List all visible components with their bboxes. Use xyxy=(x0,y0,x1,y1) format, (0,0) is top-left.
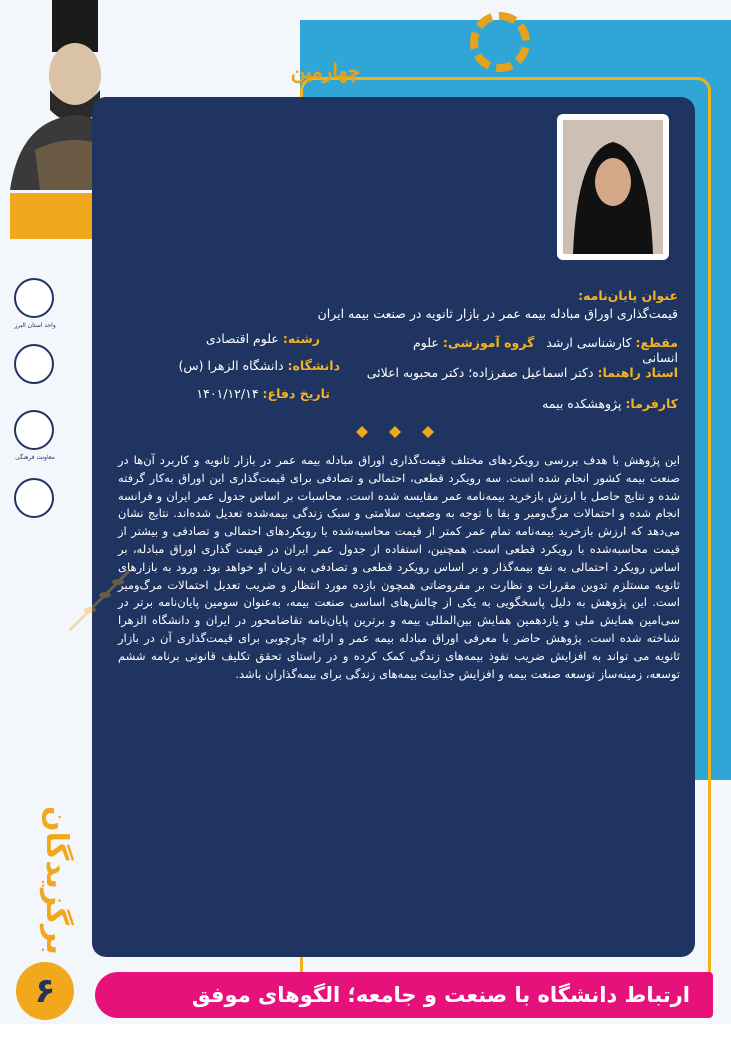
jahad-logo xyxy=(14,278,54,318)
university-value: دانشگاه الزهرا (س) xyxy=(178,358,284,373)
vertical-label: برگزیدگان xyxy=(39,805,74,955)
footer-banner-text: ارتباط دانشگاه با صنعت و جامعه؛ الگوهای موفق دانشجویی xyxy=(191,983,690,1053)
jahad-logo-2 xyxy=(14,410,54,450)
advisors-row xyxy=(340,365,678,380)
thesis-title-row xyxy=(200,288,678,303)
page-number: ۶ xyxy=(16,962,74,1020)
employer-value: پژوهشکده بیمه xyxy=(542,396,622,411)
university-seal-icon xyxy=(14,344,54,384)
defense-value: ۱۴۰۱/۱۲/۱۴ xyxy=(196,386,259,401)
thesis-title-value: قیمت‌گذاری اوراق مبادله بیمه عمر در بازار ثانویه در صنعت بیمه ایران xyxy=(317,306,678,321)
field-label: رشته: xyxy=(282,331,320,346)
defense-row xyxy=(180,386,330,401)
defense-label: تاریخ دفاع: xyxy=(262,386,330,401)
advisors-label: استاد راهنما: xyxy=(597,365,678,380)
group-label: گروه آموزشی: xyxy=(442,335,535,350)
level-value: کارشناسی ارشد xyxy=(546,335,632,350)
group-value: علوم انسانی xyxy=(413,335,678,365)
university-label: دانشگاه: xyxy=(287,358,340,373)
advisors-value: دکتر اسماعیل صفرزاده؛ دکتر محبوبه اعلائی xyxy=(366,365,594,380)
gear-icon xyxy=(470,12,530,72)
wheat-emblem-icon xyxy=(14,478,54,518)
level-label: مقطع: xyxy=(635,335,678,350)
logo1-caption: واحد استان البرز xyxy=(14,322,56,329)
thesis-title-label: عنوان پایان‌نامه: xyxy=(578,288,678,303)
level-group-row xyxy=(390,335,678,365)
edition-label: چهارمین xyxy=(290,59,360,83)
employer-label: کارفرما: xyxy=(625,396,678,411)
logo3-caption: معاونت فرهنگی xyxy=(15,454,55,461)
abstract-text: این پژوهش با هدف بررسی رویکردهای مختلف قیمت‌گذاری اوراق مبادله بیمه عمر در بازار ثانویه و کاربرد آن‌ها در صنعت بیمه کشور انجام شده است. سه رویکرد قطعی، احتمالی و تصادفی برای قیمت‌گذاری این اوراق به‌کار گرفته شده و نتایج حاصل با ارزش بازخرید بیمه‌نامه عمر مقایسه شده است. محاسبات بر اساس جدول عمر ایران و فرانسه انجام شده و احتمالات مرگ‌ومیر و بقا با توجه به وضعیت سلامتی و سبک زندگی بیمه‌شده تعدیل شده‌اند. نتایج نشان می‌دهد که ارزش بازخرید بیمه‌نامه تمام عمر کمتر از قیمت محاسبه‌شده با رویکردهای احتمالی و تصادفی و بیشتر از قیمت محاسبه‌شده با رویکرد قطعی است. همچنین، استفاده از جدول عمر ایران در قیمت گذاری اوراق مبادله، بر اساس رویکرد احتمالی به نفع بیمه‌گذار و بر اساس رویکرد قطعی و تصادفی به زیان او خواهد بود. ورود به بازارهای ثانویه مستلزم تدوین مقررات و نظارت بر مفروضاتی همچون بازده مورد انتظار و ضریب تعدیل احتمالات مرگ‌ومیر است. این پژوهش به دلیل پاسخگویی به یکی از چالش‌های اساسی صنعت بیمه، به‌عنوان سومین پایان‌نامه برتر در سی‌امین همایش ملی و یازدهمین همایش بین‌المللی بیمه و برترین پایان‌نامه تقاضامحور در ایران و دانشگاه الزهرا شناخته شده است. پژوهش حاضر با معرفی اوراق مبادله بیمه عمر و ارائه چارچوبی برای قیمت‌گذاری آن در بازار ثانویه می تواند به افزایش ضریب نفوذ بیمه‌های زندگی کمک کرده و در راستای تحقق تکلیف قانونی برنامه ششم توسعه، زمینه‌ساز توسعه صنعت بیمه و افزایش جذابیت بیمه‌های زندگی برای بیمه‌گذاران باشد. xyxy=(118,453,680,681)
wheat-decoration-icon xyxy=(60,560,140,640)
ornament-divider xyxy=(350,425,440,439)
university-row xyxy=(160,358,340,373)
student-photo xyxy=(563,120,663,254)
field-row xyxy=(180,331,320,346)
field-value: علوم اقتصادی xyxy=(205,331,279,346)
employer-row xyxy=(420,396,678,411)
